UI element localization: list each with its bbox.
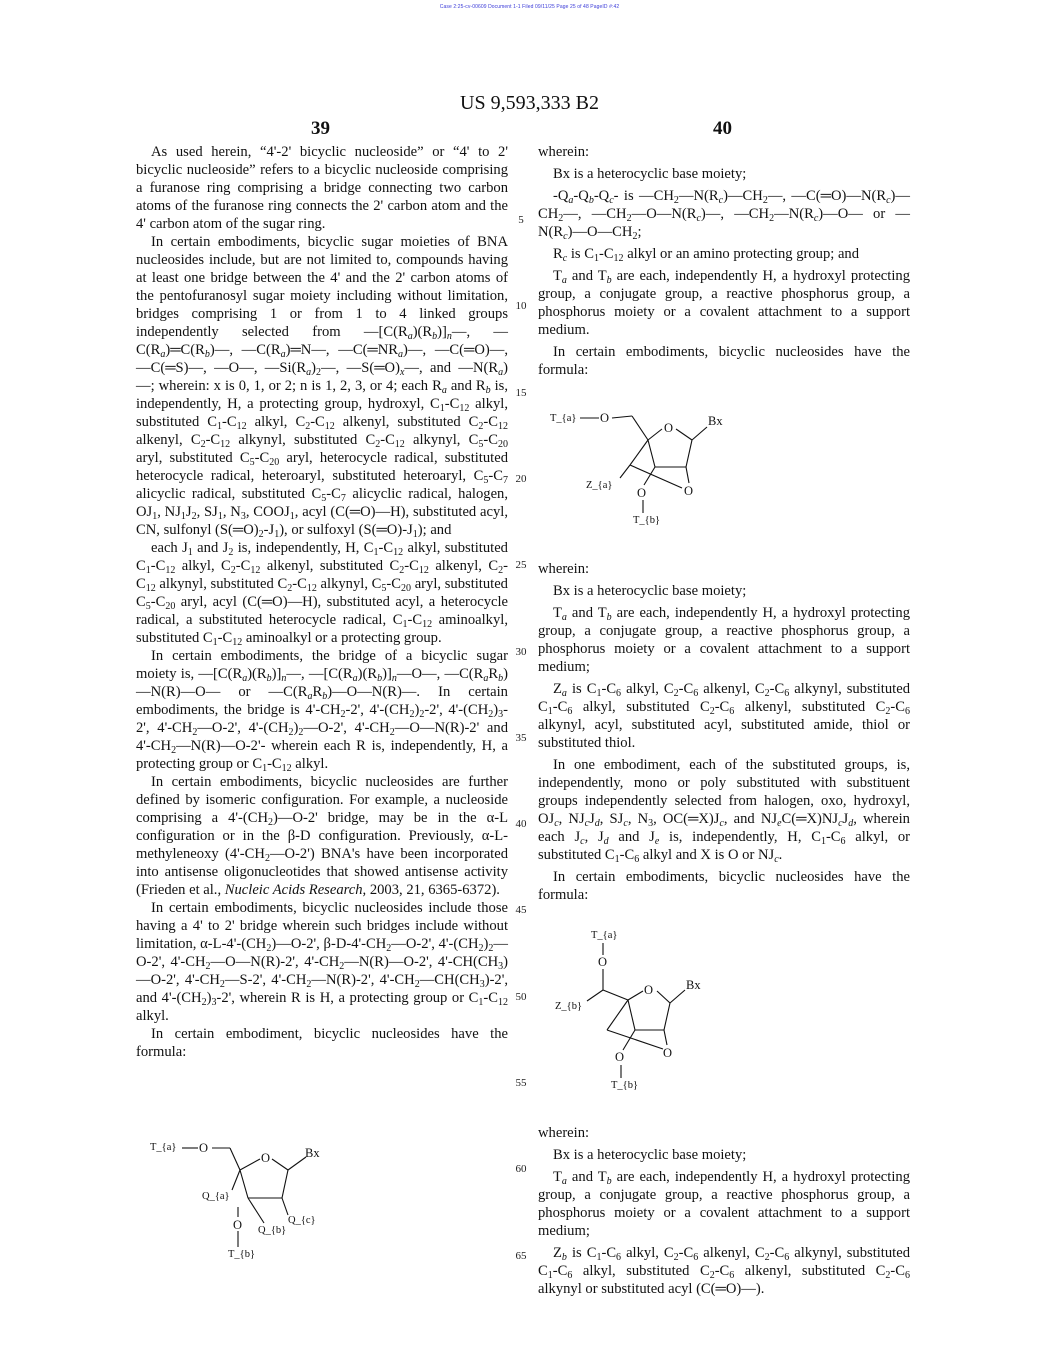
chemical-structure-za bbox=[550, 405, 750, 535]
line-number: 20 bbox=[515, 472, 527, 485]
right-column-block-3 bbox=[538, 1124, 910, 1298]
paragraph: $Z_a$ is $C_1-C_6$ alkyl, $C_2-C_6$ alkenyl, $C_2-C_6$ alkynyl, substituted $C_1-C_6$ alkyl, substituted $C_2-C_6$ alkenyl, substituted $C_2-C_6$ alkynyl, acyl, substituted acyl, substituted amide, thiol or substituted thiol. bbox=[538, 681, 911, 751]
oxygen-label: O bbox=[600, 411, 610, 425]
bx-label: Bx bbox=[708, 414, 723, 428]
oxygen-3-label: O bbox=[233, 1218, 243, 1232]
right-column-block-2 bbox=[538, 560, 910, 904]
line-number: 15 bbox=[515, 386, 527, 399]
paragraph: $T_a$ and $T_b$ are each, independently H, a hydroxyl protecting group, a conjugate group, a reactive phosphorus group, a phosphorus moiety or a covalent attachment to a support medium. bbox=[538, 268, 910, 338]
oxygen-3-label: O bbox=[615, 1050, 625, 1064]
paragraph: wherein: bbox=[538, 144, 590, 160]
ta-label: T_{a} bbox=[550, 413, 577, 424]
ring-oxygen-label: O bbox=[261, 1151, 271, 1165]
line-number: 25 bbox=[515, 559, 527, 572]
paragraph: each $J_1$ and $J_2$ is, independently, H, $C_1-C_{12}$ alkyl, substituted $C_1-C_{12}$ alkyl, $C_2-C_{12}$ alkenyl, substituted $C_2-C_{12}$ alkenyl, $C_2-C_{12}$ alkynyl, substituted $C_2-C_{12}$ alkynyl, $C_5-C_{20}$ aryl, substituted $C_5-C_{20}$ aryl, acyl (C(═O)—H), substituted acyl, a heterocycle radical, a substituted heterocycle radical, $C_1-C_{12}$ aminoalkyl, substituted $C_1-C_{12}$ aminoalkyl or a protecting group. bbox=[136, 540, 508, 648]
ta-label: T_{a} bbox=[591, 930, 618, 941]
paragraph: In certain embodiments, bicyclic nucleosides are further defined by isomeric configuration. For example, a nucleoside comprising a $4'-(CH_2)—O-2'$ bridge, may be in the α-L configuration or in the β-D configuration. Previously, α-L-methyleneoxy $(4'-CH_2—O-2')$ BNA's have been incorporated into antisense oligonucleotides that showed antisense activity (Frieden et al., Nucleic Acids Research, 2003, 21, 6365-6372). bbox=[136, 774, 508, 898]
paragraph: In certain embodiment, bicyclic nucleosides have the formula: bbox=[136, 1026, 508, 1060]
tb-label: T_{b} bbox=[611, 1080, 638, 1091]
line-number: 65 bbox=[515, 1249, 527, 1262]
bridge-oxygen-label: O bbox=[684, 484, 694, 498]
chemical-structure-qabc bbox=[150, 1135, 340, 1265]
paragraph: wherein: bbox=[538, 1125, 590, 1141]
paragraph: In one embodiment, each of the substituted groups, is, independently, mono or poly substituted with substituent groups independently selected from halogen, oxo, hydroxyl, $OJ_c$, $NJ_cJ_d$, $SJ_c$, $N_3$, $OC(═X)J_c$, and $NJ_eC(═X)NJ_cJ_d$, wherein each $J_c$, $J_d$ and $J_e$ is, independently, H, $C_1-C_6$ alkyl, or substituted $C_1-C_6$ alkyl and X is O or $NJ_c$. bbox=[538, 757, 910, 865]
zb-label: Z_{b} bbox=[555, 1001, 582, 1012]
tb-label: T_{b} bbox=[633, 515, 660, 526]
qa-label: Q_{a} bbox=[202, 1191, 230, 1202]
left-column-text bbox=[136, 143, 508, 1061]
paragraph: $Z_b$ is $C_1-C_6$ alkyl, $C_2-C_6$ alkenyl, $C_2-C_6$ alkynyl, substituted $C_1-C_6$ alkyl, substituted $C_2-C_6$ alkenyl, substituted $C_2-C_6$ alkynyl or substituted acyl (C(═O)—). bbox=[538, 1245, 911, 1297]
paragraph: $T_a$ and $T_b$ are each, independently H, a hydroxyl protecting group, a conjugate group, a reactive phosphorus group, a phosphorus moiety or a covalent attachment to a support medium; bbox=[538, 1169, 910, 1239]
line-number: 60 bbox=[515, 1163, 527, 1176]
bx-label: Bx bbox=[686, 978, 701, 992]
line-number: 50 bbox=[515, 990, 527, 1003]
paragraph: In certain embodiments, the bridge of a bicyclic sugar moiety is, $—[C(R_a)(R_b)]_n—$, $—[C(R_a)(R_b)]_n—O—$, $—C(R_aR_b)—N(R)—O—$ or $—C(R_aR_b)—O—N(R)—$. In certain embodiments, the bridge is $4'-CH_2-2'$, $4'-(CH_2)_2-2'$, $4'-(CH_2)_3-2'$, $4'-CH_2—O-2'$, $4'-(CH_2)_2—O-2'$, $4'-CH_2—O—N(R)-2'$ and $4'-CH_2—N(R)—O-2'-$ wherein each R is, independently, H, a protecting group or $C_1-C_{12}$ alkyl. bbox=[136, 648, 509, 774]
ring-oxygen-label: O bbox=[644, 983, 654, 997]
paragraph: In certain embodiments, bicyclic nucleosides have the formula: bbox=[538, 344, 910, 378]
paragraph: In certain embodiments, bicyclic nucleosides include those having a 4' to 2' bridge wherein such bridges include without limitation, $\alpha-L-4'-(CH_2)—O-2'$, $\beta-D-4'-CH_2—O-2'$, $4'-(CH_2)_2—O-2'$, $4'-CH_2—O—N(R)-2'$, $4'-CH_2—N(R)—O-2'$, $4'-CH(CH_3)—O-2'$, $4'-CH_2—S-2'$, $4'-CH_2—N(R)-2'$, $4'-CH_2—CH(CH_3)-2'$, and $4'-(CH_2)_3-2'$, wherein R is H, a protecting group or $C_1-C_{12}$ alkyl. bbox=[136, 900, 509, 1024]
line-number: 40 bbox=[515, 818, 527, 831]
ta-label: T_{a} bbox=[150, 1142, 177, 1153]
line-number: 55 bbox=[515, 1077, 527, 1089]
paragraph: $R_c$ is $C_1-C_{12}$ alkyl or an amino protecting group; and bbox=[553, 246, 860, 264]
paragraph: $-Q_a-Q_b-Q_c-$ is $—CH_2—N(R_c)—CH_2—$, $—C(═O)—N(R_c)—CH_2—$, $—CH_2—O—N(R_c)—$, $—CH_2—N(R_c)—O—$ or $—N(R_c)—O—CH_2$; bbox=[538, 188, 911, 242]
bridge-oxygen-label: O bbox=[663, 1046, 673, 1060]
paragraph: Bx is a heterocyclic base moiety; bbox=[553, 1147, 747, 1163]
paragraph: Bx is a heterocyclic base moiety; bbox=[553, 583, 747, 599]
line-number: 5 bbox=[518, 214, 524, 226]
line-number: 35 bbox=[515, 731, 527, 744]
line-number: 10 bbox=[515, 300, 527, 313]
paragraph: In certain embodiments, bicyclic sugar moieties of BNA nucleosides include, but are not limited to, compounds having at least one bridge between the 4' and the 2' carbon atoms of the pentofuranosyl sugar moiety including without limitation, bridges comprising 1 or from 1 to 4 linked groups independently selected from $—[C(R_a)(R_b)]_n—$, $—C(R_a)═C(R_b)—$, $—C(R_a)═N—$, $—C(═NR_a)—$, —C(═O)—, —C(═S)—, —O—, $—Si(R_a)_2—$, $—S(═O)_x—$, and $—N(R_a)—$; wherein: x is 0, 1, or 2; n is 1, 2, 3, or 4; each $R_a$ and $R_b$ is, independently, H, a protecting group, hydroxyl, $C_1-C_{12}$ alkyl, substituted $C_1-C_{12}$ alkyl, $C_2-C_{12}$ alkenyl, substituted $C_2-C_{12}$ alkenyl, $C_2-C_{12}$ alkynyl, substituted $C_2-C_{12}$ alkynyl, $C_5-C_{20}$ aryl, substituted $C_5-C_{20}$ aryl, heterocycle radical, substituted heterocycle radical, heteroaryl, substituted heteroaryl, $C_5-C_7$ alicyclic radical, substituted $C_5-C_7$ alicyclic radical, halogen, $OJ_1$, $NJ_1J_2$, $SJ_1$, $N_3$, $COOJ_1$, acyl (C(═O)—H), substituted acyl, CN, sulfonyl $(S(═O)_2-J_1)$, or sulfoxyl $(S(═O)-J_1)$; and bbox=[136, 234, 509, 540]
oxygen-label: O bbox=[598, 955, 608, 969]
left-column-number: 39 bbox=[311, 118, 330, 139]
chemical-structure-zb bbox=[555, 925, 735, 1097]
bx-label: Bx bbox=[305, 1146, 320, 1160]
line-number: 45 bbox=[515, 904, 527, 917]
right-column-number: 40 bbox=[713, 118, 732, 139]
line-number: 30 bbox=[515, 645, 527, 658]
court-filing-stamp: Case 2:25-cv-00609 Document 1-1 Filed 09/11/25 Page 25 of 48 PageID #:42 bbox=[439, 4, 620, 10]
oxygen-label: O bbox=[199, 1141, 209, 1155]
qc-label: Q_{c} bbox=[288, 1215, 316, 1226]
ring-oxygen-label: O bbox=[664, 421, 674, 435]
qb-label: Q_{b} bbox=[258, 1225, 287, 1236]
right-column-block-1 bbox=[538, 143, 910, 379]
paragraph: wherein: bbox=[538, 561, 590, 577]
tb-label: T_{b} bbox=[228, 1249, 255, 1260]
paragraph: As used herein, “4'-2' bicyclic nucleoside” or “4' to 2' bicyclic nucleoside” refers to a bicyclic nucleoside comprising a furanose ring comprising a bridge connecting two carbon atoms of the furanose ring connects the 2' carbon atom and the 4' carbon atom of the sugar ring. bbox=[136, 144, 508, 232]
paragraph: Bx is a heterocyclic base moiety; bbox=[553, 166, 747, 182]
paragraph: In certain embodiments, bicyclic nucleosides have the formula: bbox=[538, 869, 910, 903]
patent-number: US 9,593,333 B2 bbox=[460, 92, 599, 114]
paragraph: $T_a$ and $T_b$ are each, independently H, a hydroxyl protecting group, a conjugate group, a reactive phosphorus group, a phosphorus moiety or a covalent attachment to a support medium; bbox=[538, 605, 910, 675]
oxygen-3-label: O bbox=[637, 486, 647, 500]
za-label: Z_{a} bbox=[586, 480, 613, 491]
